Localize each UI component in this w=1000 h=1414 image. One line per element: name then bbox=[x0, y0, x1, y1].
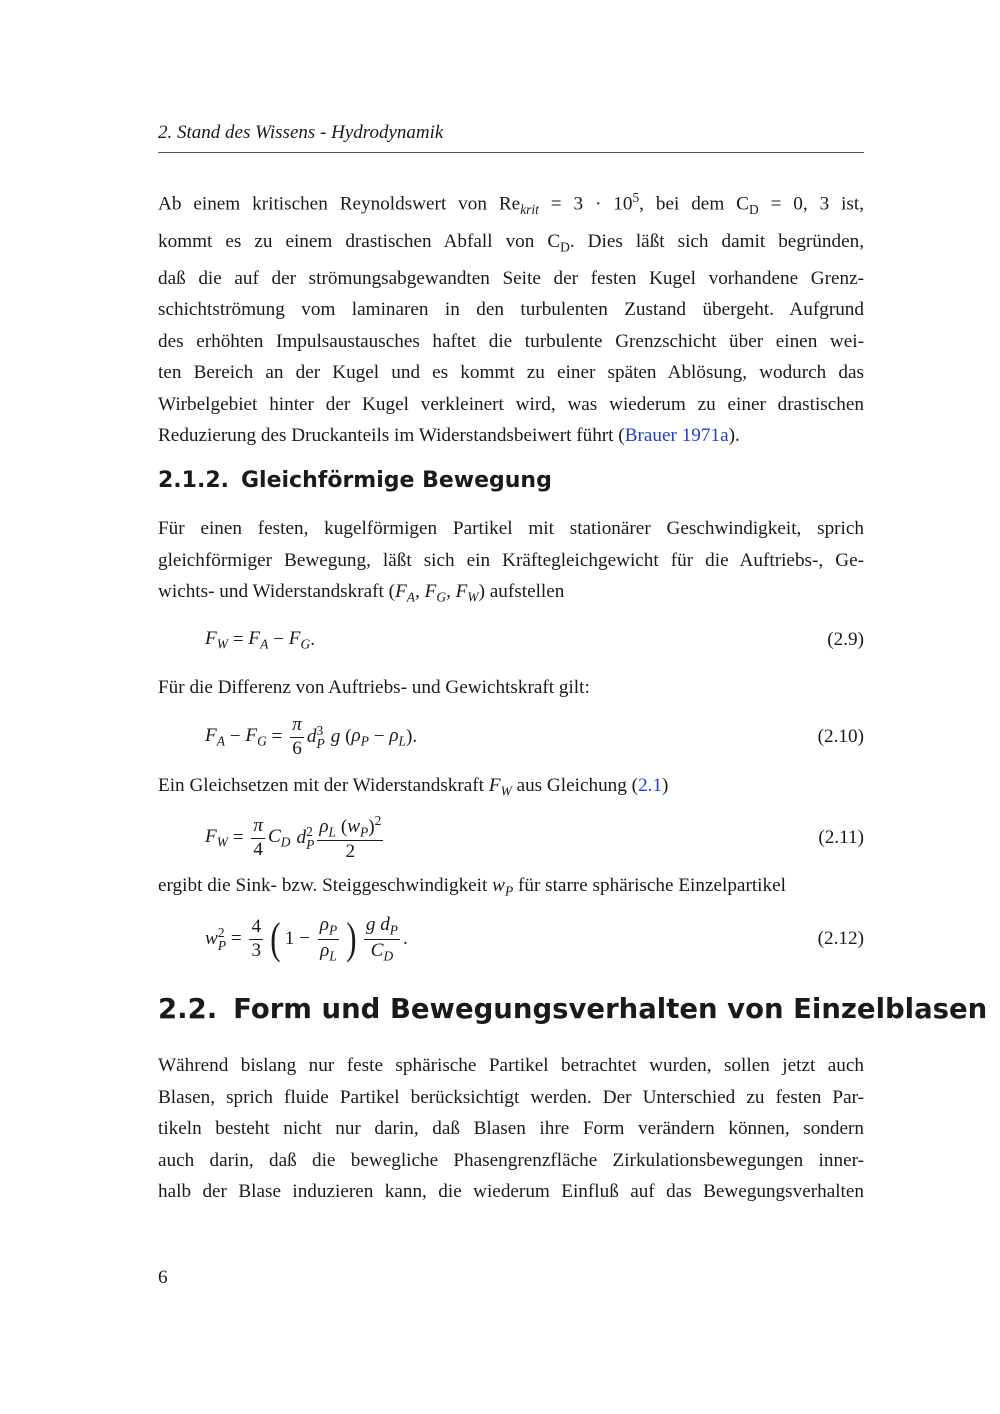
equation-number: (2.10) bbox=[817, 726, 864, 747]
equation-2-9: $F_W$ = $F_A$ − $F_G$ . (2.9) bbox=[205, 615, 864, 665]
equation-2-11: $F_W$ = $\frac{\pi}{4}$ $C_D$ d 2 P $\frac{\rho_L (w_P)^2}{2}$ (2.11) bbox=[205, 810, 864, 866]
section-heading-2-2: 2.2. Form und Bewegungsverhalten von Einzelblasen bbox=[158, 993, 988, 1025]
paragraph-line: Ab einem kritischen Reynoldswert von $Re_{krit} = 3 \cdot 10^5$, bei dem $C_D = 0$, 3 ist, bbox=[158, 190, 865, 218]
paragraph-uniform-motion bbox=[158, 513, 864, 613]
paragraph-line: auch darin, daß die bewegliche Phasengrenzfläche Zirkulationsbewegungen inner- bbox=[158, 1149, 864, 1171]
paragraph-critical-reynolds bbox=[158, 182, 864, 452]
paragraph-line: kommt es zu einem drastischen Abfall von $C_D$. Dies läßt sich damit begründen, bbox=[158, 230, 864, 255]
paragraph-line: Reduzierung des Druckanteils im Widerstandsbeiwert führt (Brauer 1971a). bbox=[158, 425, 740, 447]
running-head: 2. Stand des Wissens - Hydrodynamik bbox=[158, 122, 864, 153]
equation-number: (2.12) bbox=[817, 928, 864, 949]
text-difference: Für die Differenz von Auftriebs- und Gewichtskraft gilt: bbox=[158, 677, 590, 698]
text-equating: Ein Gleichsetzen mit der Widerstandskraft $F_W$ aus Gleichung (2.1) bbox=[158, 775, 669, 799]
paragraph-line: Wirbelgebiet hinter der Kugel verkleinert wird, was wiederum zu einer drastischen bbox=[158, 393, 864, 415]
section-heading-2-1-2: 2.1.2. Gleichförmige Bewegung bbox=[158, 468, 552, 493]
paragraph-line: tikeln besteht nicht nur darin, daß Blasen ihre Form verändern können, sondern bbox=[158, 1118, 864, 1139]
equation-2-10: $F_A$ − $F_G$ = $\frac{\pi}{6}$ d 3 P g ( $\rho_P$ − $\rho_L$ ). (2.10) bbox=[205, 712, 864, 762]
page-number: 6 bbox=[158, 1267, 168, 1288]
equation-number: (2.9) bbox=[827, 629, 864, 650]
equation-ref-link[interactable]: 2.1 bbox=[638, 775, 663, 796]
equation-number: (2.11) bbox=[818, 827, 864, 848]
paragraph-line: daß die auf der strömungsabgewandten Seite der festen Kugel vorhandene Grenz- bbox=[158, 267, 864, 289]
paragraph-line: ten Bereich an der Kugel und es kommt zu einer späten Ablösung, wodurch das bbox=[158, 362, 864, 384]
paragraph-line: Während bislang nur feste sphärische Partikel betrachtet wurden, sollen jetzt auch bbox=[158, 1055, 864, 1076]
paragraph-line: schichtströmung vom laminaren in den turbulenten Zustand übergeht. Aufgrund bbox=[158, 299, 864, 321]
equation-2-12: w 2 P = $\frac{4}{3}$ ( 1 − $\frac{\rho_P}{\rho_L}$ ) $\frac{g d_P}{C_D}$ . (2.12) bbox=[205, 910, 864, 968]
citation-link[interactable]: Brauer 1971a bbox=[624, 425, 729, 447]
paragraph-line: wichts- und Widerstandskraft ($F_A$, $F_G$, $F_W$) aufstellen bbox=[158, 581, 565, 605]
paragraph-line: des erhöhten Impulsaustausches haftet die turbulente Grenzschicht über einen wei- bbox=[158, 330, 864, 352]
paragraph-line: Für einen festen, kugelförmigen Partikel mit stationärer Geschwindigkeit, sprich bbox=[158, 518, 864, 539]
paragraph-line: halb der Blase induzieren kann, die wiederum Einfluß auf das Bewegungsverhalten bbox=[158, 1181, 864, 1202]
paragraph-bubbles bbox=[158, 1050, 864, 1208]
text-settling-velocity: ergibt die Sink- bzw. Steiggeschwindigkeit $w_P$ für starre sphärische Einzelpartikel bbox=[158, 875, 786, 899]
paragraph-line: Blasen, sprich fluide Partikel berücksichtigt werden. Der Unterschied zu festen Par- bbox=[158, 1086, 864, 1108]
paragraph-line: gleichförmiger Bewegung, läßt sich ein Kräftegleichgewicht für die Auftriebs-, Ge- bbox=[158, 549, 864, 571]
